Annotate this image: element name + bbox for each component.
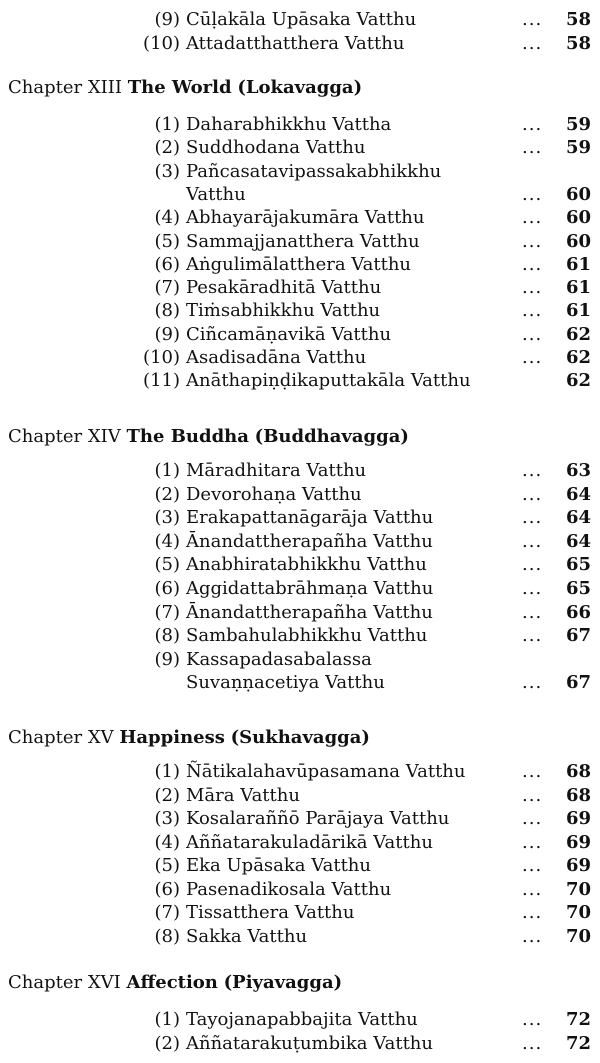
chapter-heading: [8, 425, 409, 449]
leader-dots: ...: [522, 1009, 543, 1030]
entry-title: Attadatthatthera Vatthu: [186, 32, 405, 54]
toc-entry[interactable]: [0, 601, 600, 625]
entry-title: Aggidattabrāhmaṇa Vatthu: [186, 578, 434, 599]
toc-entry[interactable]: [0, 831, 600, 855]
page-number: 66: [566, 601, 592, 623]
toc-entry[interactable]: [0, 8, 600, 32]
chapter-number: Chapter XV: [8, 727, 114, 748]
chapter-pali-name: (Buddhavagga): [254, 426, 409, 447]
entry-number: (3): [154, 808, 180, 829]
leader-dots: ...: [522, 625, 543, 647]
page-number: 65: [566, 578, 592, 599]
entry-number: (2): [154, 1033, 180, 1054]
entry-title: Kosalaraññō Parājaya Vatthu: [186, 808, 450, 829]
chapter-number: Chapter XVI: [8, 972, 121, 993]
entry-number: (11): [143, 370, 180, 392]
leader-dots: ...: [522, 554, 543, 576]
toc-entry[interactable]: [0, 901, 600, 925]
page-number: 70: [566, 925, 592, 947]
entry-number: (6): [154, 578, 180, 599]
leader-dots: ...: [522, 483, 543, 505]
leader-dots: ...: [522, 831, 543, 853]
page-number: 68: [566, 784, 592, 806]
entry-title: Erakapattanāgarāja Vatthu: [186, 507, 434, 529]
chapter-title: Affection: [126, 972, 218, 993]
leader-dots: ...: [522, 601, 543, 623]
page-number: 62: [566, 347, 592, 368]
entry-title: Eka Upāsaka Vatthu: [186, 855, 371, 876]
entry-title: Aṅgulimālatthera Vatthu: [186, 253, 412, 275]
entry-title: Māradhitara Vatthu: [186, 460, 367, 481]
page-number: 64: [566, 483, 592, 505]
toc-entry[interactable]: [0, 1008, 600, 1032]
entry-title: Ñātikalahavūpasamana Vatthu: [186, 761, 466, 782]
toc-entry[interactable]: [0, 113, 600, 137]
entry-title: Tiṁsabhikkhu Vatthu: [186, 300, 381, 322]
page-number: 64: [566, 530, 592, 552]
entry-number: (9): [154, 9, 180, 30]
toc-entry[interactable]: [0, 807, 600, 831]
entry-number: (2): [154, 137, 180, 159]
leader-dots: ...: [522, 137, 543, 159]
entry-number: (6): [154, 878, 180, 900]
toc-entry[interactable]: [0, 1032, 600, 1056]
chapter-pali-name: (Piyavagga): [223, 972, 343, 993]
page-number: 58: [566, 9, 592, 30]
chapter-number: Chapter XIV: [8, 426, 121, 447]
leader-dots: ...: [522, 855, 543, 876]
chapter-title: The Buddha: [126, 426, 249, 447]
leader-dots: ...: [522, 32, 543, 54]
page-number: 72: [566, 1033, 592, 1054]
entry-number: (5): [154, 554, 180, 576]
toc-entry[interactable]: [0, 323, 600, 347]
toc-entry[interactable]: [0, 299, 600, 323]
entry-number: (4): [154, 530, 180, 552]
toc-entry[interactable]: [0, 577, 600, 601]
page-number: 67: [566, 672, 592, 694]
page-number: 59: [566, 137, 592, 159]
entry-number: (3): [154, 507, 180, 529]
entry-title: Ānandattherapañha Vatthu: [186, 530, 433, 552]
toc-entry[interactable]: [0, 346, 600, 370]
entry-number: (1): [154, 460, 180, 481]
entry-title: Aññatarakuṭumbika Vatthu: [186, 1033, 433, 1054]
entry-title: Abhayarājakumāra Vatthu: [186, 207, 425, 229]
leader-dots: ...: [522, 808, 543, 829]
leader-dots: ...: [522, 902, 543, 923]
entry-number: (9): [154, 323, 180, 345]
page-number: 69: [566, 808, 592, 829]
toc-entry[interactable]: [0, 183, 600, 207]
entry-title: Anāthapiṇḍikaputtakāla Vatthu: [186, 370, 471, 392]
toc-entry[interactable]: [0, 925, 600, 949]
toc-entry[interactable]: [0, 483, 600, 507]
toc-entry[interactable]: [0, 530, 600, 554]
entry-number: (7): [154, 902, 180, 923]
entry-title: Tissatthera Vatthu: [186, 902, 355, 923]
entry-title: Ānandattherapañha Vatthu: [186, 601, 433, 623]
entry-title: Daharabhikkhu Vattha: [186, 114, 392, 135]
entry-number: (9): [154, 648, 180, 670]
toc-entry[interactable]: [0, 784, 600, 808]
leader-dots: ...: [522, 925, 543, 947]
leader-dots: ...: [522, 507, 543, 529]
page-number: 61: [566, 300, 592, 322]
page-number: 72: [566, 1009, 592, 1030]
toc-entry[interactable]: [0, 648, 600, 672]
leader-dots: ...: [522, 114, 543, 135]
chapter-number: Chapter XIII: [8, 77, 122, 98]
leader-dots: ...: [522, 183, 543, 205]
page-number: 61: [566, 277, 592, 299]
entry-number: (4): [154, 831, 180, 853]
entry-number: (7): [154, 277, 180, 299]
chapter-heading: [8, 726, 370, 750]
entry-number: (1): [154, 761, 180, 782]
toc-entry[interactable]: [0, 206, 600, 230]
page-number: 58: [566, 32, 592, 54]
toc-entry[interactable]: [0, 854, 600, 878]
entry-title: Sakka Vatthu: [186, 925, 308, 947]
entry-number: (5): [154, 230, 180, 252]
toc-entry[interactable]: [0, 136, 600, 160]
page-number: 65: [566, 554, 592, 576]
entry-number: (2): [154, 483, 180, 505]
entry-title: Pañcasatavipassakabhikkhu: [186, 160, 442, 182]
entry-number: (7): [154, 601, 180, 623]
page-number: 68: [566, 761, 592, 782]
toc-entry[interactable]: [0, 230, 600, 254]
entry-number: (10): [143, 32, 180, 54]
entry-title: Sambahulabhikkhu Vatthu: [186, 625, 428, 647]
chapter-title: Happiness: [119, 727, 225, 748]
toc-entry[interactable]: [0, 459, 600, 483]
chapter-heading: [8, 971, 342, 995]
chapter-pali-name: (Sukhavagga): [230, 727, 370, 748]
leader-dots: ...: [522, 323, 543, 345]
entry-number: (8): [154, 300, 180, 322]
leader-dots: ...: [522, 878, 543, 900]
entry-title: Tayojanapabbajita Vatthu: [186, 1009, 418, 1030]
entry-number: (8): [154, 925, 180, 947]
entry-title: Asadisadāna Vatthu: [186, 347, 367, 368]
toc-entry[interactable]: [0, 624, 600, 648]
toc-entry[interactable]: [0, 276, 600, 300]
leader-dots: ...: [522, 672, 543, 694]
page-number: 59: [566, 114, 592, 135]
entry-title: Ciñcamāṇavikā Vatthu: [186, 323, 392, 345]
leader-dots: ...: [522, 9, 543, 30]
entry-number: (3): [154, 160, 180, 182]
leader-dots: ...: [522, 253, 543, 275]
page-number: 60: [566, 230, 592, 252]
leader-dots: ...: [522, 784, 543, 806]
page-number: 61: [566, 253, 592, 275]
entry-number: (2): [154, 784, 180, 806]
toc-entry[interactable]: [0, 160, 600, 184]
toc-entry[interactable]: [0, 553, 600, 577]
page-number: 67: [566, 625, 592, 647]
toc-entry[interactable]: [0, 369, 600, 393]
entry-number: (1): [154, 1009, 180, 1030]
leader-dots: ...: [522, 300, 543, 322]
page-number: 62: [566, 323, 592, 345]
entry-title: Pasenadikosala Vatthu: [186, 878, 392, 900]
leader-dots: ...: [522, 347, 543, 368]
page-number: 69: [566, 831, 592, 853]
entry-title: Aññatarakuladārikā Vatthu: [186, 831, 433, 853]
entry-title: Kassapadasabalassa: [186, 648, 372, 670]
toc-entry[interactable]: [0, 32, 600, 56]
leader-dots: ...: [522, 530, 543, 552]
entry-number: (6): [154, 253, 180, 275]
toc-entry[interactable]: [0, 878, 600, 902]
entry-title: Devorohaṇa Vatthu: [186, 483, 362, 505]
page-number: 69: [566, 855, 592, 876]
leader-dots: ...: [522, 1033, 543, 1054]
entry-title: Pesakāradhitā Vatthu: [186, 277, 382, 299]
page-number: 70: [566, 902, 592, 923]
entry-title: Suvaṇṇacetiya Vatthu: [186, 672, 385, 694]
page-number: 64: [566, 507, 592, 529]
entry-title: Suddhodana Vatthu: [186, 137, 366, 159]
chapter-pali-name: (Lokavagga): [237, 77, 363, 98]
toc-entry[interactable]: [0, 760, 600, 784]
toc-entry[interactable]: [0, 506, 600, 530]
page-number: 70: [566, 878, 592, 900]
page-number: 60: [566, 207, 592, 229]
entry-number: (5): [154, 855, 180, 876]
leader-dots: ...: [522, 277, 543, 299]
entry-title: Anabhiratabhikkhu Vatthu: [186, 554, 427, 576]
entry-number: (10): [143, 347, 180, 368]
page-number: 60: [566, 183, 592, 205]
leader-dots: ...: [522, 230, 543, 252]
entry-number: (4): [154, 207, 180, 229]
chapter-title: The World: [127, 77, 232, 98]
entry-number: (1): [154, 114, 180, 135]
leader-dots: ...: [522, 761, 543, 782]
entry-title: Māra Vatthu: [186, 784, 300, 806]
leader-dots: ...: [522, 578, 543, 599]
toc-entry[interactable]: [0, 671, 600, 695]
entry-number: (8): [154, 625, 180, 647]
entry-title: Vatthu: [186, 183, 246, 205]
leader-dots: ...: [522, 460, 543, 481]
leader-dots: ...: [522, 207, 543, 229]
entry-title: Cūḷakāla Upāsaka Vatthu: [186, 9, 417, 30]
chapter-heading: [8, 76, 362, 100]
page-number: 62: [566, 370, 592, 392]
page-number: 63: [566, 460, 592, 481]
entry-title: Sammajjanatthera Vatthu: [186, 230, 420, 252]
toc-entry[interactable]: [0, 253, 600, 277]
